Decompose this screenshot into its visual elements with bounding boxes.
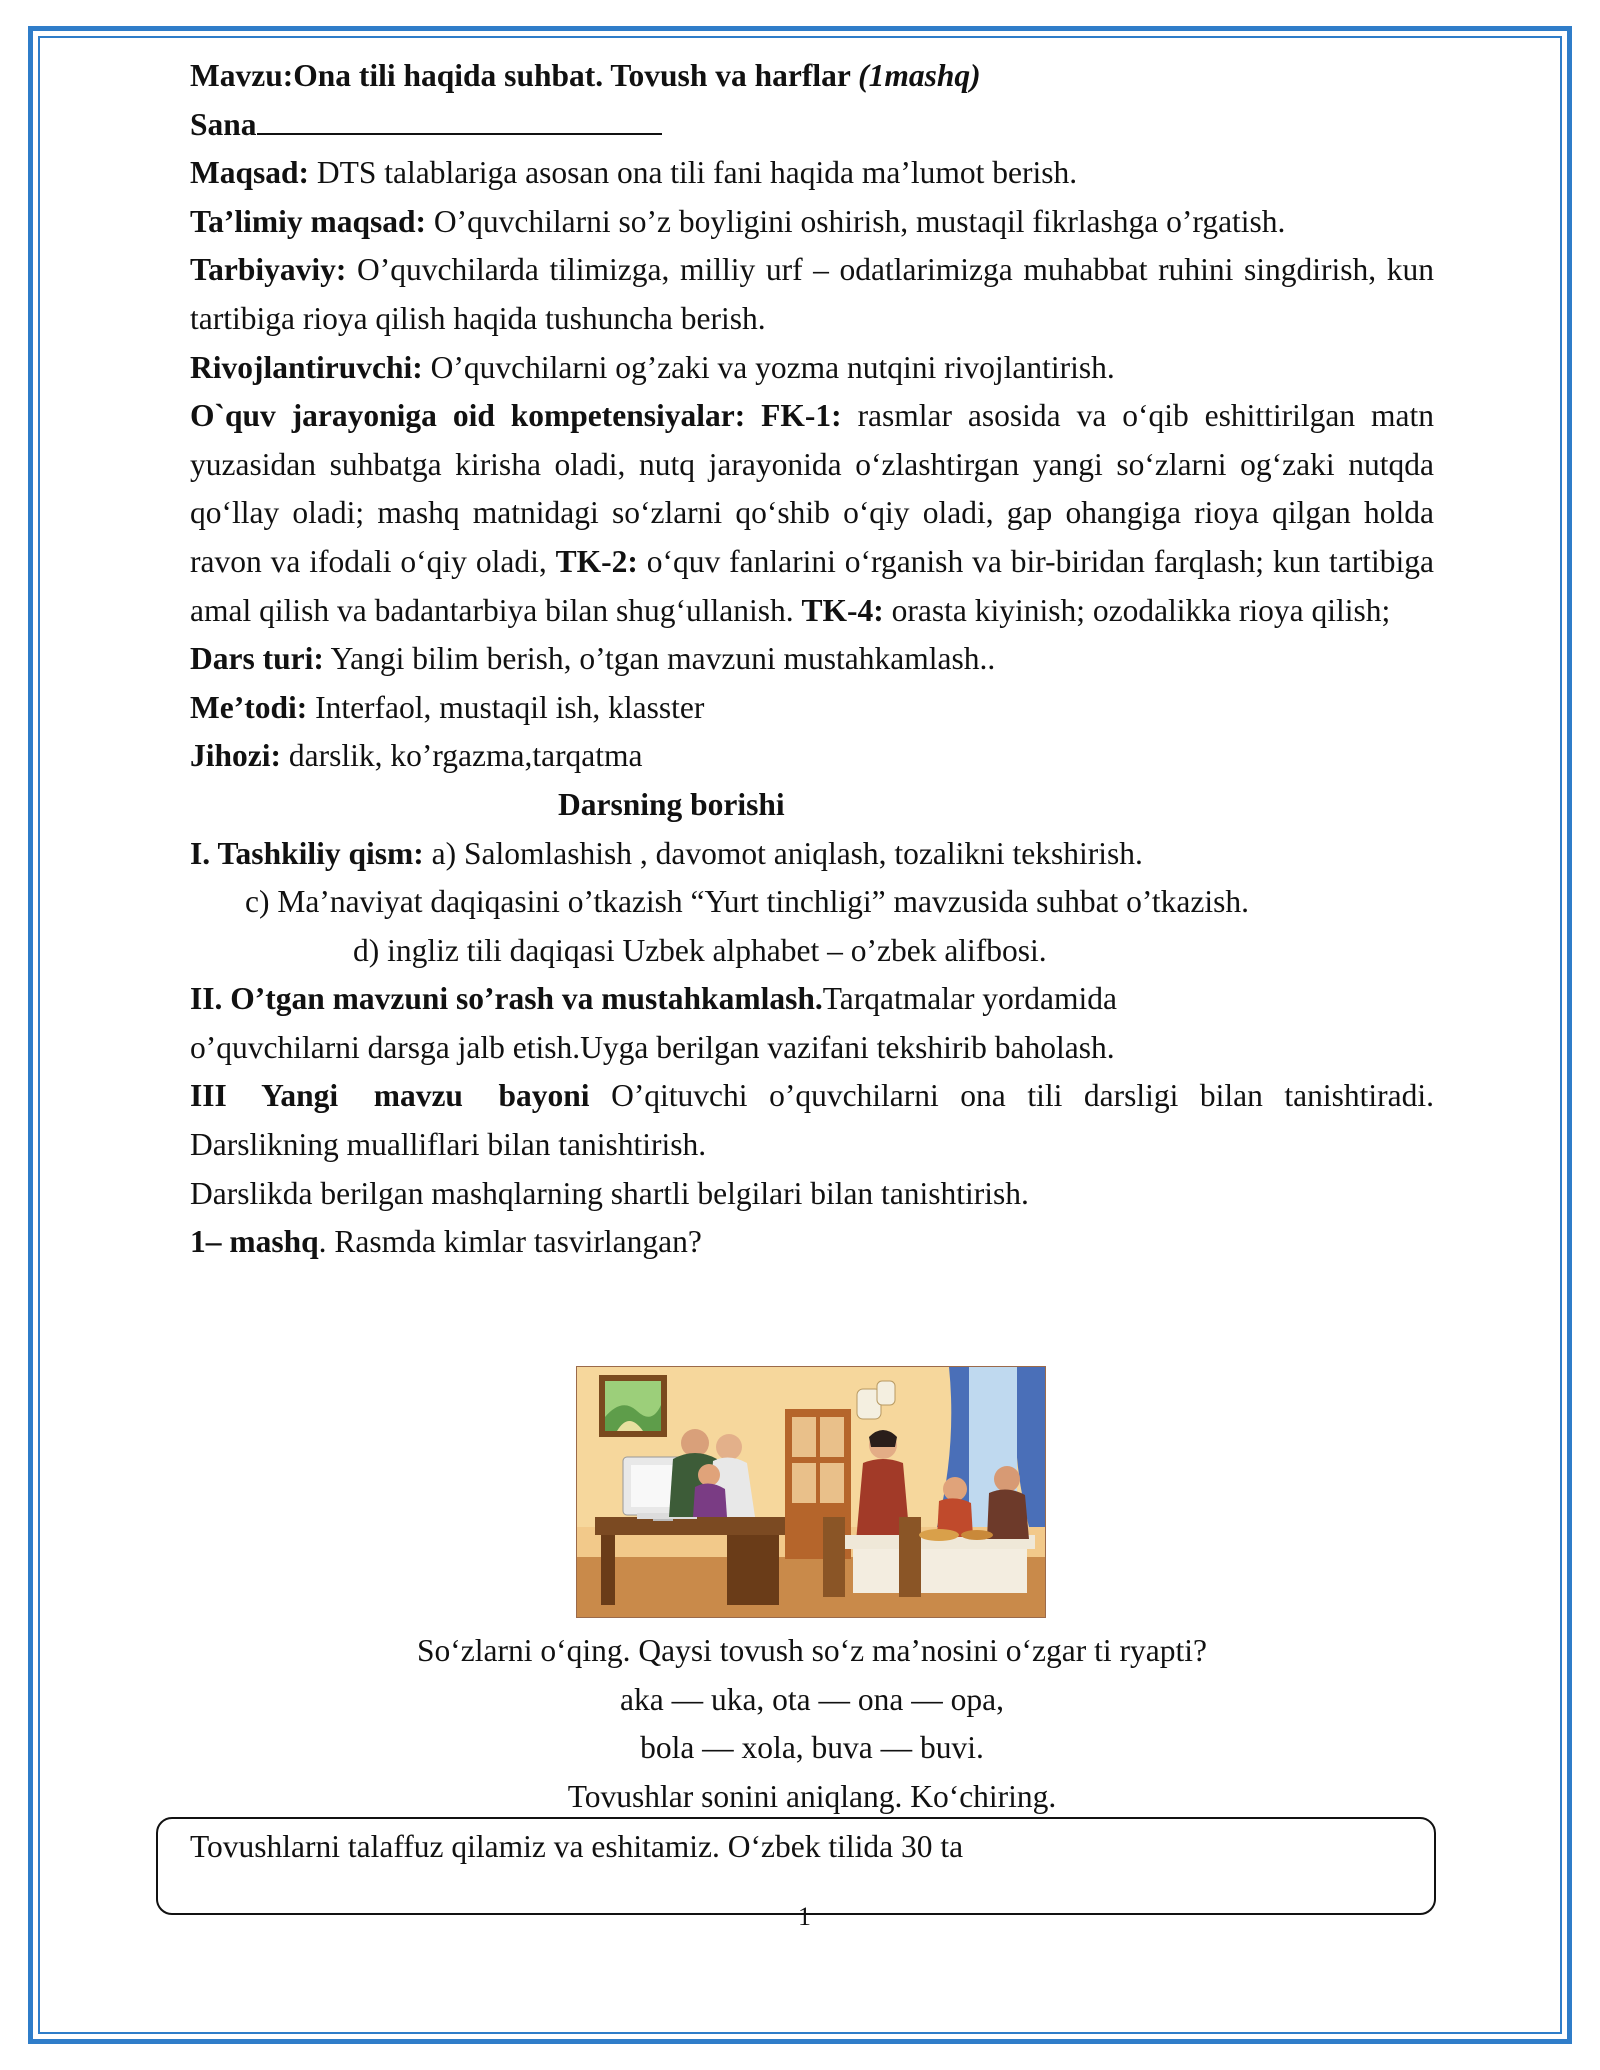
organizational-c: c) Ma’naviyat daqiqasini o’tkazish “Yurt tinchligi” mavzusida suhbat o’tkazish. (245, 884, 1249, 920)
exercise-text-block (190, 1627, 1434, 1821)
competencies-fk1-text: rasmlar asosida va o‘qib eshittirilgan matn yuzasidan suhbatga kirisha oladi, nutq jarayonida o‘zlashtirgan yangi so‘zlarni og‘zaki nutqda qo‘llay oladi; mashq matnidagi so‘zlarni qo‘shib o‘qiy oladi, gap ohangiga rioya qilgan holda ravon va ifodali o‘qiy oladi, (190, 398, 1434, 579)
competencies-tk2-text: o‘quv fanlarini o‘rganish va bir-biridan farqlash; kun tartibiga amal qilish va badantarbiya bilan shug‘ullanish. (190, 543, 1434, 628)
lesson-plan-body (190, 52, 1434, 1267)
review-text-1: Tarqatmalar yordamida (822, 981, 1118, 1017)
developmental-goal (190, 344, 1434, 393)
goal-line (190, 149, 1434, 198)
method-text: Interfaol, mustaqil ish, klasster (307, 689, 705, 725)
goal-label: Maqsad: (190, 155, 310, 191)
organizational-part (190, 830, 1434, 879)
organizational-a: a) Salomlashish , davomot aniqlash, tozalikni tekshirish. (423, 835, 1143, 871)
review-text-2: o’quvchilarni darsga jalb etish.Uyga berilgan vazifani tekshirib baholash. (190, 1029, 1115, 1065)
review-label: II. O’tgan mavzuni so’rash va mustahkamlash. (190, 981, 823, 1017)
topic-line (190, 52, 1434, 101)
lesson-type (190, 635, 1434, 684)
competencies-label: O`quv jarayoniga oid kompetensiyalar: FK-1: (190, 398, 842, 434)
developmental-goal-label: Rivojlantiruvchi: (190, 349, 423, 385)
topic-label: Mavzu: (190, 58, 294, 93)
lesson-type-label: Dars turi: (190, 641, 324, 677)
exercise-question: . Rasmda kimlar tasvirlangan? (318, 1224, 702, 1260)
developmental-goal-text: O’quvchilarni og’zaki va yozma nutqini rivojlantirish. (422, 349, 1115, 385)
method (190, 684, 1434, 733)
word-pairs-line-2: bola — xola, buva — buvi. (640, 1730, 984, 1766)
date-blank (257, 103, 662, 135)
equipment-text: darslik, ko’rgazma,tarqatma (281, 738, 643, 774)
equipment-label: Jihozi: (190, 738, 281, 774)
educational-goal-label: Ta’limiy maqsad: (190, 203, 427, 239)
educational-goal-text: O’quvchilarni so’z boyligini oshirish, mustaqil fikrlashga o’rgatish. (426, 203, 1286, 239)
new-topic-text-1: O’qituvchi o’quvchilarni ona tili darsligi bilan tanishtiradi. Darslikning mualliflari bilan tanishtirish. (190, 1078, 1434, 1163)
lesson-flow-title: Darsning borishi (558, 786, 785, 822)
date-line (190, 101, 1434, 150)
date-label: Sana (190, 106, 257, 142)
organizational-label: I. Tashkiliy qism: (190, 835, 424, 871)
new-topic-label: III Yangi mavzu bayoni (190, 1078, 590, 1114)
lesson-type-text: Yangi bilim berish, o’tgan mavzuni mustahkamlash.. (323, 641, 996, 677)
organizational-d: d) ingliz tili daqiqasi Uzbek alphabet – o’zbek alifbosi. (353, 932, 1047, 968)
equipment (190, 732, 1434, 781)
upbringing-goal-text: O’quvchilarda tilimizga, milliy urf – odatlarimizga muhabbat ruhini singdirish, kun tartibiga rioya qilish haqida tushuncha berish. (190, 252, 1434, 336)
upbringing-goal-label: Tarbiyaviy: (190, 252, 347, 288)
exercise-instruction: So‘zlarni o‘qing. Qaysi tovush so‘z ma’nosini o‘zgar ti ryapti? (417, 1633, 1207, 1668)
method-label: Me’todi: (190, 689, 308, 725)
family-illustration (576, 1366, 1046, 1618)
new-topic-part (190, 1072, 1434, 1169)
upbringing-goal (190, 246, 1434, 343)
topic-exercise: (1mashq) (858, 58, 981, 93)
note-box-text: Tovushlarni talaffuz qilamiz va eshitamiz. O‘zbek tilida 30 ta (190, 1829, 964, 1864)
goal-text: DTS talablariga asosan ona tili fani haqida ma’lumot berish. (309, 155, 1078, 191)
competencies-tk2-label: TK-2: (555, 543, 638, 579)
new-topic-text-2: Darslikda berilgan mashqlarning shartli belgilari bilan tanishtirish. (190, 1175, 1029, 1211)
review-part (190, 975, 1434, 1024)
exercise-label: 1– mashq (190, 1224, 319, 1260)
exercise-line (190, 1218, 1434, 1267)
topic-text: Ona tili haqida suhbat. Tovush va harflar (293, 58, 859, 93)
page-number: 1 (798, 1902, 811, 1931)
competencies-tk4-label: TK-4: (801, 592, 884, 628)
educational-goal (190, 198, 1434, 247)
competencies-tk4-text: orasta kiyinish; ozodalikka rioya qilish; (883, 592, 1391, 628)
competencies (190, 392, 1434, 635)
word-pairs-line-1: aka — uka, ota — ona — opa, (619, 1681, 1004, 1717)
note-box (156, 1817, 1436, 1915)
exercise-task: Tovushlar sonini aniqlang. Ko‘chiring. (567, 1778, 1057, 1814)
